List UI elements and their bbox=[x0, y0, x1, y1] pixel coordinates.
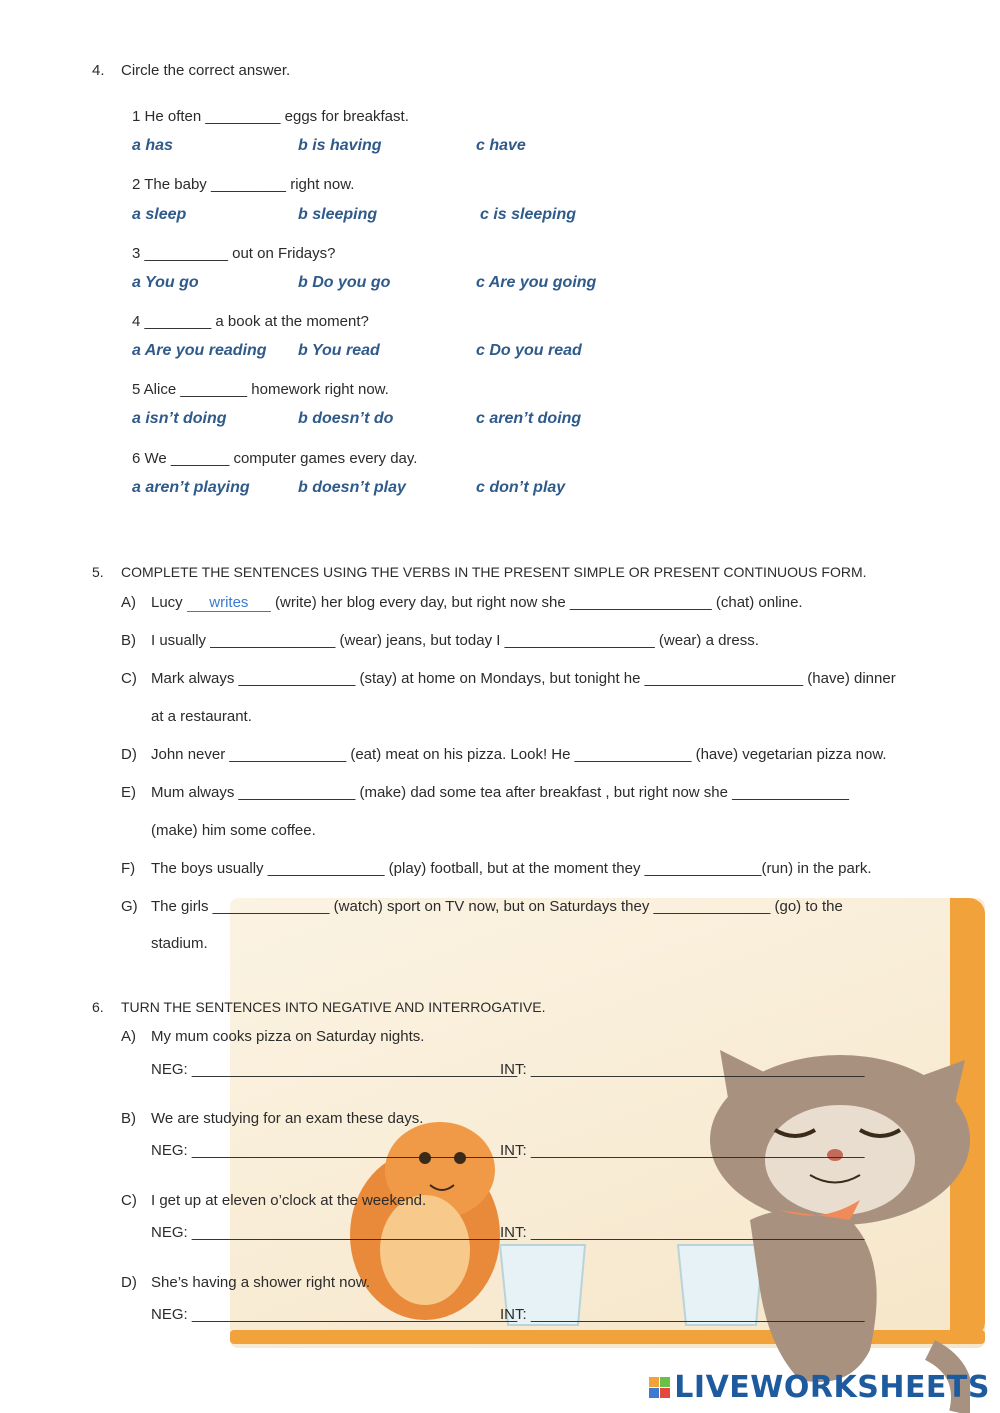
q4-5-option-c[interactable]: c aren’t doing bbox=[476, 410, 582, 427]
q6-d-letter: D) bbox=[121, 1274, 137, 1291]
q6-a-int-field[interactable]: INT: ________________________________________ bbox=[500, 1061, 865, 1078]
q6-c-letter: C) bbox=[121, 1192, 137, 1209]
q6-d-neg-field[interactable]: NEG: _______________________________________ bbox=[151, 1306, 518, 1323]
q5-g-text-cont: stadium. bbox=[151, 935, 208, 952]
q5-a-letter: A) bbox=[121, 594, 136, 611]
q4-2-option-b[interactable]: b sleeping bbox=[298, 206, 378, 223]
q4-sentence-5: 5 Alice ________ homework right now. bbox=[132, 381, 389, 398]
q6-b-int-field[interactable]: INT: ________________________________________ bbox=[500, 1142, 865, 1159]
q4-5-option-a[interactable]: a isn’t doing bbox=[132, 410, 227, 427]
q4-sentence-4: 4 ________ a book at the moment? bbox=[132, 313, 369, 330]
q4-2-option-a[interactable]: a sleep bbox=[132, 206, 187, 223]
q5-a-pre: Lucy bbox=[151, 594, 183, 611]
q4-4-option-b[interactable]: b You read bbox=[298, 342, 380, 359]
q5-g-letter: G) bbox=[121, 898, 138, 915]
q4-2-option-c[interactable]: c is sleeping bbox=[480, 206, 577, 223]
q5-e-text: Mum always ______________ (make) dad some tea after breakfast , but right now she ______________ bbox=[151, 784, 849, 801]
q4-5-option-b[interactable]: b doesn’t do bbox=[298, 410, 394, 427]
q6-title: TURN THE SENTENCES INTO NEGATIVE AND INTERROGATIVE. bbox=[121, 999, 546, 1015]
logo-grid-icon bbox=[649, 1377, 670, 1398]
q6-c-neg-field[interactable]: NEG: _______________________________________ bbox=[151, 1224, 518, 1241]
q5-c-letter: C) bbox=[121, 670, 137, 687]
q4-sentence-1: 1 He often _________ eggs for breakfast. bbox=[132, 108, 409, 125]
q6-b-neg-field[interactable]: NEG: _______________________________________ bbox=[151, 1142, 518, 1159]
q5-e-text-cont: (make) him some coffee. bbox=[151, 822, 316, 839]
q6-c-sentence: I get up at eleven o’clock at the weekend. bbox=[151, 1192, 427, 1209]
q5-c-text: Mark always ______________ (stay) at home on Mondays, but tonight he ___________________ (have) dinner bbox=[151, 670, 896, 687]
q5-number: 5. bbox=[92, 564, 104, 580]
q5-c-text-cont: at a restaurant. bbox=[151, 708, 252, 725]
q6-b-letter: B) bbox=[121, 1110, 136, 1127]
q5-f-letter: F) bbox=[121, 860, 136, 877]
q6-d-sentence: She’s having a shower right now. bbox=[151, 1274, 371, 1291]
liveworksheets-logo bbox=[649, 1370, 990, 1405]
q6-a-sentence: My mum cooks pizza on Saturday nights. bbox=[151, 1028, 425, 1045]
q4-4-option-c[interactable]: c Do you read bbox=[476, 342, 582, 359]
logo-text: LIVEWORKSHEETS bbox=[674, 1370, 990, 1405]
q4-6-option-c[interactable]: c don’t play bbox=[476, 479, 566, 496]
q4-1-option-b[interactable]: b is having bbox=[298, 137, 382, 154]
q5-b-text: I usually _______________ (wear) jeans, but today I __________________ (wear) a dress. bbox=[151, 632, 759, 649]
q5-a-post: (write) her blog every day, but right now she _________________ (chat) online. bbox=[275, 594, 803, 611]
q4-sentence-3: 3 __________ out on Fridays? bbox=[132, 245, 336, 262]
q6-c-int-field[interactable]: INT: ________________________________________ bbox=[500, 1224, 865, 1241]
q6-d-int-field[interactable]: INT: ________________________________________ bbox=[500, 1306, 865, 1323]
q4-6-option-b[interactable]: b doesn’t play bbox=[298, 479, 406, 496]
q4-4-option-a[interactable]: a Are you reading bbox=[132, 342, 267, 359]
q5-a-line bbox=[151, 594, 803, 612]
q4-sentence-2: 2 The baby _________ right now. bbox=[132, 176, 355, 193]
q5-e-letter: E) bbox=[121, 784, 136, 801]
q5-d-text: John never ______________ (eat) meat on his pizza. Look! He ______________ (have) vegetarian pizza now. bbox=[151, 746, 887, 763]
q6-a-letter: A) bbox=[121, 1028, 136, 1045]
q4-3-option-b[interactable]: b Do you go bbox=[298, 274, 391, 291]
q4-1-option-a[interactable]: a has bbox=[132, 137, 173, 154]
q6-number: 6. bbox=[92, 999, 104, 1015]
q4-3-option-c[interactable]: c Are you going bbox=[476, 274, 597, 291]
q5-d-letter: D) bbox=[121, 746, 137, 763]
q5-a-answer-field[interactable]: writes bbox=[187, 594, 271, 612]
q6-a-neg-field[interactable]: NEG: _______________________________________ bbox=[151, 1061, 518, 1078]
q5-b-letter: B) bbox=[121, 632, 136, 649]
q5-title: COMPLETE THE SENTENCES USING THE VERBS IN THE PRESENT SIMPLE OR PRESENT CONTINUOUS FORM. bbox=[121, 564, 867, 580]
q4-title: Circle the correct answer. bbox=[121, 62, 291, 79]
q4-number: 4. bbox=[92, 62, 105, 79]
q4-6-option-a[interactable]: a aren’t playing bbox=[132, 479, 250, 496]
q5-g-text: The girls ______________ (watch) sport on TV now, but on Saturdays they ______________ (go) to the bbox=[151, 898, 843, 915]
q5-f-text: The boys usually ______________ (play) football, but at the moment they ______________(run) in the park. bbox=[151, 860, 872, 877]
q4-3-option-a[interactable]: a You go bbox=[132, 274, 199, 291]
q6-b-sentence: We are studying for an exam these days. bbox=[151, 1110, 424, 1127]
q4-sentence-6: 6 We _______ computer games every day. bbox=[132, 450, 418, 467]
q4-1-option-c[interactable]: c have bbox=[476, 137, 526, 154]
